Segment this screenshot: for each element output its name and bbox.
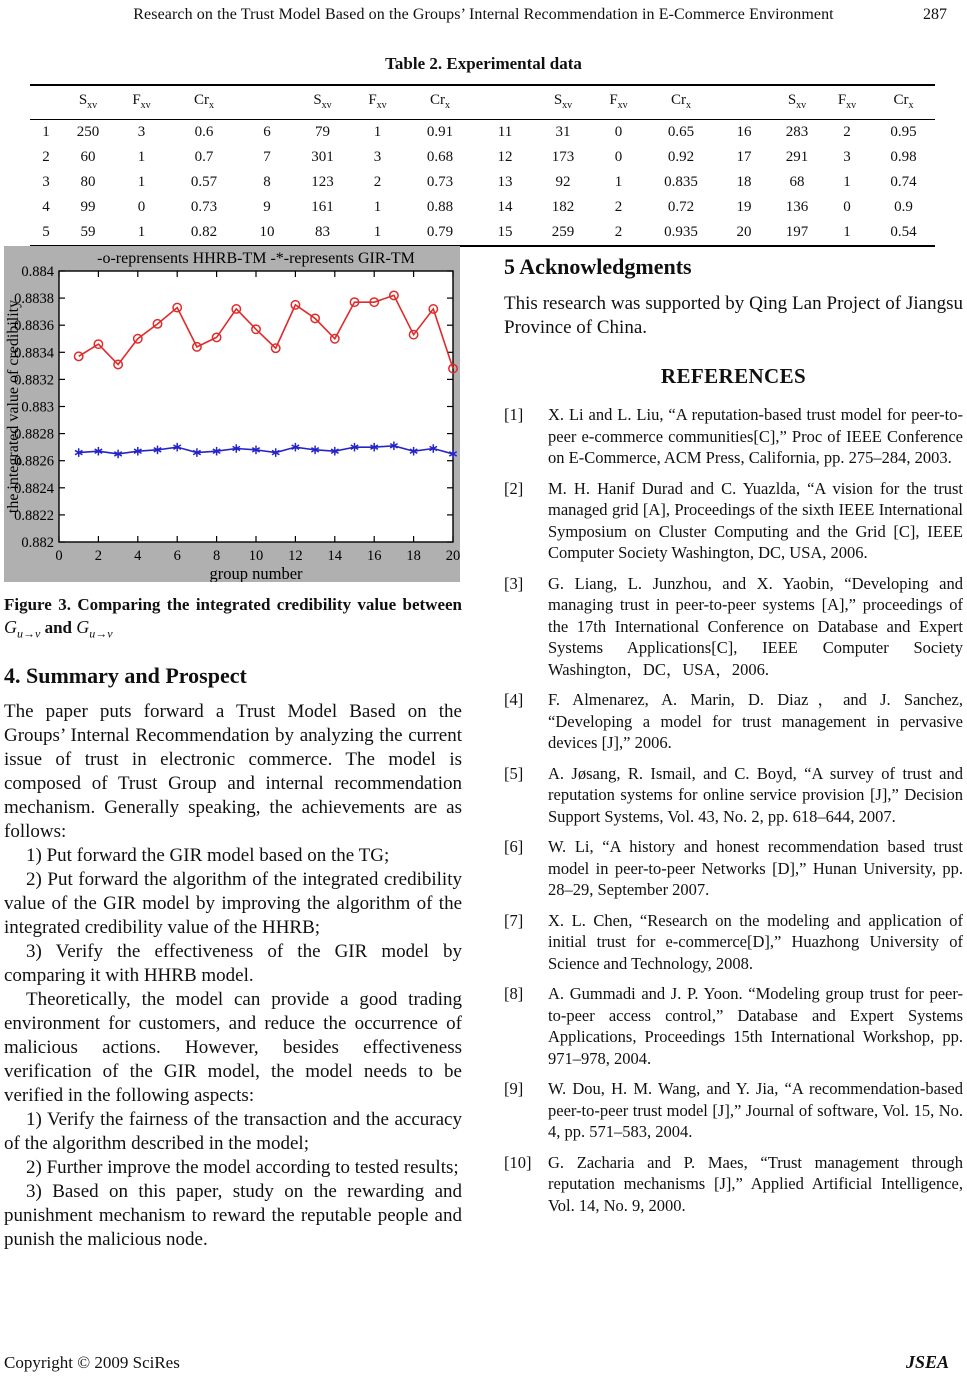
reference-item: [504, 404, 963, 469]
table-cell: 14: [497, 199, 513, 215]
table-cell: 60: [80, 149, 96, 165]
body-paragraph: 3) Based on this paper, study on the rewarding and punishment mechanism to reward the reputable people and punish the malicious node.: [4, 1180, 462, 1250]
table-col-header: [239, 85, 295, 120]
table-title: Table 2. Experimental data: [385, 54, 582, 73]
table-cell: 13: [497, 174, 513, 190]
figure-caption-text: Figure 3. Comparing the integrated credibility value between: [4, 595, 462, 614]
reference-number: [2]: [504, 478, 524, 498]
svg-text:18: 18: [406, 548, 421, 564]
references-list: [504, 404, 963, 1216]
svg-text:0.8834: 0.8834: [14, 345, 54, 362]
table-cell: 1: [843, 224, 851, 240]
table-cell: 0.88: [426, 199, 454, 215]
figure-3-chart: [4, 246, 460, 582]
table-cell: 0.935: [664, 224, 698, 240]
reference-number: [9]: [504, 1079, 524, 1098]
table-cell: 59: [80, 224, 96, 240]
reference-number: [3]: [504, 573, 524, 593]
reference-item: [504, 1078, 963, 1143]
body-paragraph: 3) Verify the effectiveness of the GIR model by comparing it with HHRB model.: [4, 940, 462, 986]
table-cell: 3: [42, 174, 50, 190]
reference-text: X. Li and L. Liu, “A reputation-based trust model for peer-to-peer e-commerce communities[C],” Proc of IEEE Conference on E-Commerce, ACM Press, California, pp. 275–284, 2003.: [548, 405, 963, 467]
table-cell: 182: [551, 199, 575, 215]
table-col-header: $Cr_x$: [430, 92, 450, 111]
reference-text: G. Zacharia and P. Maes, “Trust management through reputation mechanisms [J],” Applied Artificial Intelligence, Vol. 14, No. 9, 2000.: [548, 1152, 963, 1215]
svg-text:0.8824: 0.8824: [14, 480, 54, 497]
reference-number: [4]: [504, 690, 524, 709]
table-cell: 2: [614, 199, 623, 215]
reference-number: [5]: [504, 763, 524, 783]
table-row: [30, 195, 935, 220]
reference-text: W. Dou, H. M. Wang, and Y. Jia, “A recommendation-based peer-to-peer trust model [J],” Journal of software, Vol. 15, No. 4, pp. 571–583, 2004.: [548, 1079, 963, 1141]
table-row: [30, 120, 935, 146]
figure-caption: [4, 593, 462, 646]
table-cell: 4: [42, 199, 50, 215]
table-cell: 1: [137, 224, 146, 240]
table-cell: 20: [736, 224, 752, 240]
table-cell: 1: [42, 124, 50, 140]
reference-item: [504, 478, 963, 564]
reference-item: [504, 1152, 963, 1217]
section-heading-acknowledgments: 5 Acknowledgments: [504, 254, 692, 279]
body-paragraph: 1) Verify the fairness of the transaction and the accuracy of the algorithm described in the model;: [4, 1108, 462, 1154]
table-cell: 17: [736, 149, 752, 165]
table-cell: 0: [843, 199, 851, 215]
table-cell: 0.65: [667, 124, 695, 140]
two-column-body: [4, 246, 963, 1252]
reference-text: F. Almenarez, A. Marin, D. Diaz，and J. Sanchez, “Developing a model for trust management in pervasive devices [J],” 2006.: [548, 690, 963, 752]
table-cell: 173: [551, 149, 575, 165]
reference-item: [504, 910, 963, 975]
table-cell: 161: [311, 199, 334, 215]
running-head: [0, 6, 967, 28]
table-cell: 0.54: [890, 224, 917, 240]
table-cell: 1: [373, 199, 382, 215]
table-col-header: $S_{xv}$: [787, 92, 807, 111]
table-cell: 12: [497, 149, 513, 165]
table-col-header: $F_{xv}$: [609, 92, 628, 111]
reference-item: [504, 983, 963, 1069]
svg-text:0.8836: 0.8836: [14, 318, 54, 335]
figure-caption-and: and: [44, 618, 72, 637]
table-col-header: $F_{xv}$: [132, 92, 151, 111]
table-cell: 0.6: [194, 124, 214, 140]
reference-item: [504, 836, 963, 901]
experimental-data-table-wrap: [30, 84, 935, 247]
table-cell: 80: [80, 174, 96, 190]
table-cell: 10: [259, 224, 275, 240]
body-paragraph: Theoretically, the model can provide a good trading environment for customers, and reduce the occurrence of malicious actions. However, besides effectiveness verification of the GIR model, the model needs to be verified in the following aspects:: [4, 988, 462, 1106]
table-cell: 0.7: [194, 149, 214, 165]
table-row: [30, 170, 935, 195]
section-heading-summary: 4. Summary and Prospect: [4, 662, 247, 688]
table-cell: 2: [42, 149, 50, 165]
svg-text:0.884: 0.884: [21, 264, 54, 280]
svg-text:2: 2: [94, 548, 103, 564]
table-cell: 2: [843, 124, 851, 140]
table-cell: 0.95: [890, 124, 917, 140]
reference-text: G. Liang, L. Junzhou, and X. Yaobin, “Developing and managing trust in peer-to-peer systems [A],” proceedings of the 17th International Conference on Database and Expert Systems Applications[C], IEEE Computer Society Washington，DC，USA，2006.: [548, 573, 963, 679]
reference-text: A. Jøsang, R. Ismail, and C. Boyd, “A survey of trust and reputation systems for online service provision [J],” Decision Support Systems, Vol. 43, No. 2, pp. 618–644, 2007.: [548, 763, 963, 826]
right-column: [504, 246, 963, 1252]
table-cell: 283: [785, 124, 809, 140]
table-cell: 3: [373, 149, 382, 165]
table-cell: 1: [373, 224, 382, 240]
table-col-header: [30, 85, 62, 120]
svg-text:16: 16: [366, 548, 382, 564]
body-paragraph: 2) Further improve the model according to tested results;: [26, 1156, 459, 1178]
svg-text:10: 10: [248, 548, 264, 564]
table-col-header: $F_{xv}$: [837, 92, 857, 111]
svg-text:6: 6: [173, 548, 181, 564]
body-paragraph: 2) Put forward the algorithm of the integrated credibility value of the GIR model by improving the algorithm of the integrated credibility value of the HHRB;: [4, 868, 462, 938]
summary-paragraphs: [4, 700, 462, 1252]
svg-text:0.883: 0.883: [21, 399, 54, 416]
table-row: [30, 220, 935, 246]
formula-g-uv-2: $G_{u\to v}$: [76, 617, 113, 641]
svg-text:8: 8: [212, 548, 221, 564]
page-number: 287: [923, 6, 947, 23]
svg-text:20: 20: [445, 548, 460, 564]
formula-g-uv-1: $G_{u\to v}$: [4, 617, 41, 641]
table-col-header: $Cr_x$: [893, 92, 914, 111]
table-cell: 18: [736, 174, 752, 190]
table-cell: 3: [137, 124, 146, 140]
table-cell: 0: [614, 149, 623, 165]
table-cell: 3: [843, 149, 851, 165]
acknowledgments-paragraph: This research was supported by Qing Lan Project of Jiangsu Province of China.: [504, 293, 963, 338]
table-col-header: $F_{xv}$: [368, 92, 387, 111]
reference-number: [8]: [504, 984, 524, 1003]
table-cell: 0.68: [426, 149, 454, 165]
footer-copyright: Copyright © 2009 SciRes: [4, 1353, 180, 1372]
table-cell: 0: [614, 124, 623, 140]
footer-journal-name: JSEA: [905, 1352, 949, 1372]
table-col-header: $S_{xv}$: [78, 92, 98, 111]
reference-text: M. H. Hanif Durad and C. Yuazlda, “A vision for the trust managed grid [A], Proceedings of the sixth IEEE International Symposium on Cluster Computing and the Grid [C], IEEE Computer Society Washington, DC, USA, 2006.: [548, 478, 963, 562]
table-cell: 0.73: [426, 174, 454, 190]
table-cell: 68: [789, 174, 805, 190]
table-cell: 1: [614, 174, 623, 190]
table-cell: 0.57: [190, 174, 218, 190]
table-cell: 2: [373, 174, 382, 190]
svg-text:12: 12: [288, 548, 303, 564]
reference-item: [504, 689, 963, 754]
reference-item: [504, 573, 963, 681]
table-cell: 259: [551, 224, 575, 240]
experimental-data-table: [30, 84, 935, 247]
reference-text: A. Gummadi and J. P. Yoon. “Modeling group trust for peer-to-peer access control,” Database and Expert Systems Applications, Proceedings 15th International Workshop, pp. 971–978, 2004.: [548, 984, 963, 1068]
table-cell: 1: [373, 124, 382, 140]
table-cell: 250: [76, 124, 100, 140]
body-paragraph: 1) Put forward the GIR model based on the TG;: [26, 844, 390, 866]
reference-number: [10]: [504, 1152, 532, 1172]
body-paragraph: The paper puts forward a Trust Model Based on the Groups’ Internal Recommendation by analyzing the current issue of trust in electronic commerce. The model is composed of Trust Group and internal recommendation mechanism. Generally speaking, the achievements are as follows:: [4, 700, 462, 842]
table-cell: 92: [555, 174, 571, 190]
svg-text:0.882: 0.882: [21, 535, 54, 551]
reference-number: [1]: [504, 405, 524, 424]
table-cell: 5: [42, 224, 50, 240]
svg-text:0.8832: 0.8832: [14, 372, 54, 389]
svg-text:0.8826: 0.8826: [14, 453, 54, 470]
table-cell: 0: [137, 199, 146, 215]
table-cell: 0.82: [190, 224, 218, 240]
table-col-header: [716, 85, 772, 120]
table-cell: 8: [263, 174, 271, 190]
reference-text: X. L. Chen, “Research on the modeling and application of initial trust for e-commerce[D],” Huazhong University of Science and Technology, 2008.: [548, 910, 963, 973]
table-col-header: $S_{xv}$: [313, 92, 332, 111]
table-cell: 1: [137, 149, 146, 165]
table-cell: 0.79: [426, 224, 454, 240]
svg-text:0.8838: 0.8838: [14, 291, 54, 308]
reference-number: [6]: [504, 837, 524, 856]
table-cell: 0.98: [890, 149, 917, 165]
table-cell: 291: [785, 149, 809, 165]
table-cell: 19: [736, 199, 752, 215]
table-cell: 0.74: [890, 174, 917, 190]
table-cell: 2: [614, 224, 623, 240]
reference-item: [504, 763, 963, 828]
table-cell: 16: [736, 124, 752, 140]
table-cell: 6: [263, 124, 271, 140]
page-footer: [4, 1352, 949, 1373]
table-cell: 0.835: [664, 174, 698, 190]
svg-text:14: 14: [327, 548, 343, 564]
table-cell: 1: [137, 174, 146, 190]
svg-text:group number: group number: [209, 564, 303, 582]
svg-text:0.8822: 0.8822: [14, 507, 54, 524]
table-col-header: $S_{xv}$: [553, 92, 573, 111]
table-cell: 136: [785, 199, 809, 215]
reference-text: W. Li, “A history and honest recommendation based trust model in peer-to-peer Networks [D],” Hunan University, pp. 28–29, September 2007.: [548, 837, 963, 899]
table-cell: 11: [497, 124, 513, 140]
table-cell: 83: [315, 224, 330, 240]
reference-number: [7]: [504, 910, 524, 930]
table-col-header: $Cr_x$: [194, 92, 214, 111]
table-cell: 197: [785, 224, 809, 240]
table-cell: 0.73: [190, 199, 218, 215]
table-cell: 9: [263, 199, 271, 215]
table-cell: 0.92: [667, 149, 695, 165]
table-cell: 7: [263, 149, 271, 165]
left-column: [4, 246, 462, 1252]
references-heading: REFERENCES: [660, 364, 807, 388]
table-cell: 301: [311, 149, 334, 165]
table-cell: 79: [315, 124, 330, 140]
svg-text:0: 0: [55, 548, 63, 564]
table-cell: 0.72: [667, 199, 695, 215]
table-cell: 99: [80, 199, 96, 215]
table-cell: 15: [497, 224, 513, 240]
table-cell: 0.91: [426, 124, 454, 140]
svg-text:4: 4: [134, 548, 142, 564]
svg-text:the integrated value of credib: the integrated value of credibility: [5, 299, 22, 514]
svg-text:-o-reprensents HHRB-TM -*-repr: -o-reprensents HHRB-TM -*-represents GIR-TM: [97, 250, 415, 267]
running-head-title: Research on the Trust Model Based on the Groups’ Internal Recommendation in E-Commerce Environment: [133, 6, 834, 23]
table-col-header: [475, 85, 535, 120]
table-col-header: $Cr_x$: [671, 92, 691, 111]
table-cell: 123: [311, 174, 334, 190]
table-cell: 0.9: [894, 199, 913, 215]
table-row: [30, 145, 935, 170]
table-cell: 1: [843, 174, 851, 190]
table-cell: 31: [555, 124, 571, 140]
svg-text:0.8828: 0.8828: [14, 426, 54, 443]
